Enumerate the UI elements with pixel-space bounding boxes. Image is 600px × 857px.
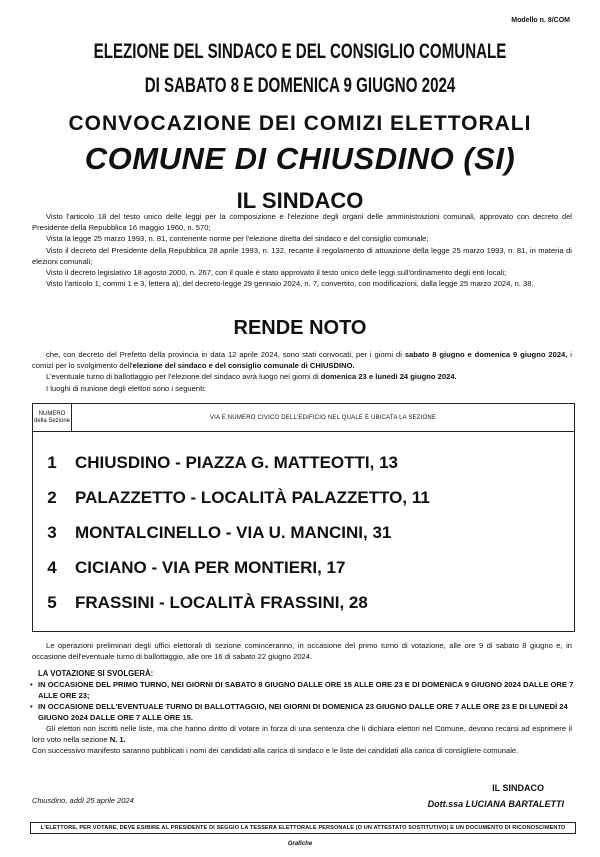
- signature-title: IL SINDACO: [492, 783, 544, 793]
- heading-il-sindaco: IL SINDACO: [236, 188, 364, 213]
- convocation-paragraph: [32, 349, 572, 371]
- votazione-heading: LA VOTAZIONE SI SVOLGERÀ:: [38, 669, 154, 678]
- document-date: Chiusdino, addì 25 aprile 2024: [32, 796, 134, 805]
- luoghi-paragraph: I luoghi di riunione degli elettori sono i seguenti:: [46, 383, 206, 393]
- list-item: [30, 680, 575, 701]
- votazione-item: IN OCCASIONE DEL PRIMO TURNO, NEI GIORNI DI SABATO 8 GIUGNO DALLE ORE 15 ALLE ORE 23 E DI DOMENICA 9 GIUGNO 2024 DALLE ORE 7 ALLE ORE 23;: [38, 680, 574, 700]
- convocation-text: che, con decreto del Prefetto della provincia in data 12 aprile 2024, sono stati convocati, per i giorni di: [46, 350, 405, 359]
- table-row: [33, 447, 574, 479]
- title-comune: COMUNE DI CHIUSDINO (SI): [84, 141, 516, 176]
- convocation-election: elezione del sindaco e del consiglio comunale di CHIUSDINO.: [132, 361, 355, 371]
- preamble-paragraph: Visto il decreto legislativo 18 agosto 2000, n. 267, con il quale è stato approvato il testo unico delle leggi sull'ordinamento degli enti locali;: [46, 268, 507, 278]
- printer-logo: Grafiche: [287, 841, 313, 847]
- bullet-icon: •: [30, 680, 33, 689]
- table-row: [33, 517, 574, 549]
- section-address: CHIUSDINO - PIAZZA G. MATTEOTTI, 13: [75, 453, 398, 472]
- model-number: Modello n. 8/COM: [511, 17, 570, 24]
- votazione-list: [30, 680, 575, 724]
- title-dates: DI SABATO 8 E DOMENICA 9 GIUGNO 2024: [144, 74, 456, 97]
- manifesto-paragraph: Con successivo manifesto saranno pubblicati i nomi dei candidati alla carica di sindaco e le liste dei candidati alla carica di consigliere comunale.: [32, 746, 519, 756]
- convocation-text: i comizi per lo svolgimento dell': [32, 350, 572, 371]
- table-header-numero: NUMERO della Sezione: [33, 404, 72, 432]
- signature-name: Dott.ssa LUCIANA BARTALETTI: [427, 799, 564, 809]
- bullet-icon: •: [30, 702, 33, 712]
- rende-noto-text: [32, 349, 572, 394]
- ballottaggio-dates: domenica 23 e lunedì 24 giugno 2024.: [320, 372, 457, 382]
- section-address: MONTALCINELLO - VIA U. MANCINI, 31: [75, 523, 392, 542]
- table-row: [33, 482, 574, 514]
- table-row: [33, 552, 574, 584]
- section-number: 2: [47, 488, 57, 507]
- convocation-dates: sabato 8 giugno e domenica 9 giugno 2024,: [404, 350, 568, 359]
- heading-rende-noto: RENDE NOTO: [233, 317, 367, 339]
- elettori-paragraph: [32, 723, 572, 745]
- section-number: 5: [47, 593, 57, 612]
- section-number: 3: [47, 523, 57, 542]
- final-text: [32, 723, 572, 757]
- operazioni-text: [32, 640, 572, 662]
- preamble-paragraph: Vista la legge 25 marzo 1993, n. 81, contenente norme per l'elezione diretta del sindaco e del consiglio comunale;: [46, 234, 429, 244]
- elettori-sezione: N. 1.: [109, 735, 126, 745]
- preamble: [32, 211, 572, 289]
- title-election: ELEZIONE DEL SINDACO E DEL CONSIGLIO COMUNALE: [93, 40, 507, 63]
- footer-notice: L'ELETTORE, PER VOTARE, DEVE ESIBIRE AL PRESIDENTE DI SEGGIO LA TESSERA ELETTORALE PERSONALE (O UN ATTESTATO SOSTITUTIVO) E UN DOCUMENTO DI RICONOSCIMENTO: [30, 822, 576, 834]
- preamble-paragraph: Visto l'articolo 1, commi 1 e 3, lettera a), del decreto-legge 29 gennaio 2024, n. 7, convertito, con modificazioni, dalla legge 25 marzo 2024, n. 38,: [46, 279, 534, 289]
- preamble-paragraph: Visto il decreto del Presidente della Repubblica 28 aprile 1993, n. 132, recante il regolamento di attuazione della legge 25 marzo 1993, n. 81, in materia di elezioni comunali;: [32, 245, 572, 266]
- section-address: PALAZZETTO - LOCALITÀ PALAZZETTO, 11: [75, 488, 430, 507]
- section-address: FRASSINI - LOCALITÀ FRASSINI, 28: [75, 593, 368, 612]
- preamble-paragraph: Visto l'articolo 18 del testo unico delle leggi per la composizione e l'elezione degli organi delle amministrazioni comunali, approvato con decreto del Presidente della Repubblica 16 maggio 1960, n. 570;: [32, 212, 572, 233]
- table-header-via: VIA E NUMERO CIVICO DELL'EDIFICIO NEL QUALE È UBICATA LA SEZIONE: [72, 404, 574, 432]
- section-address: CICIANO - VIA PER MONTIERI, 17: [75, 558, 346, 577]
- section-number: 4: [47, 558, 57, 577]
- votazione-item: IN OCCASIONE DELL'EVENTUALE TURNO DI BALLOTTAGGIO, NEI GIORNI DI DOMENICA 23 GIUGNO DALLE ORE 7 ALLE ORE 23 E DI LUNEDÌ 24 GIUGNO 2024 DALLE ORE 7 ALLE ORE 15.: [38, 702, 568, 722]
- sezioni-table: [32, 403, 575, 632]
- ballottaggio-paragraph: [32, 371, 572, 382]
- elettori-text: Gli elettori non iscritti nelle liste, ma che hanno diritto di votare in forza di una sentenza che li dichiara elettori nel Comune, devono recarsi ad esprimere il loro voto nella sezione: [32, 724, 572, 745]
- operazioni-paragraph: Le operazioni preliminari degli uffici elettorali di sezione cominceranno, in occasione del primo turno di votazione, alle ore 9 di sabato 8 giugno e, in occasione dell'eventuale turno di ballottaggio, alle ore 16 di sabato 22 giugno 2024.: [32, 641, 572, 662]
- ballottaggio-text: L'eventuale turno di ballottaggio per l'elezione del sindaco avrà luogo nei giorni di: [46, 372, 321, 382]
- title-convocazione: CONVOCAZIONE DEI COMIZI ELETTORALI: [68, 112, 532, 135]
- table-row: [33, 587, 574, 619]
- section-number: 1: [47, 453, 57, 472]
- list-item: [30, 702, 575, 723]
